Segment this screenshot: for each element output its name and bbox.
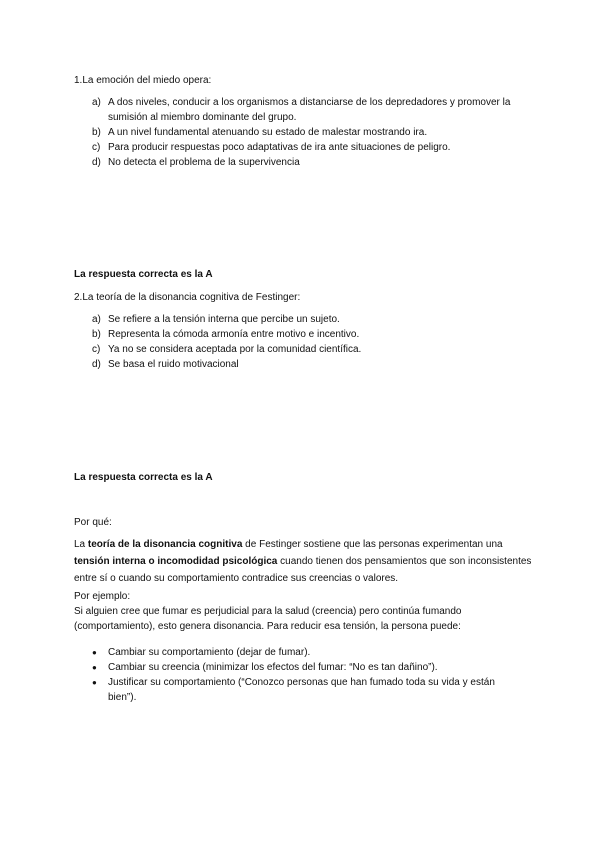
bullet-item [92,660,512,675]
q2-option-d [92,357,522,372]
option-marker: d) [92,157,101,168]
explanation-text: cuando tienen dos pensamientos que son inconsistentes entre sí o cuando su comportamiento contradice sus creencias o valores. [74,556,532,584]
example-label: Por ejemplo: [74,591,131,602]
explanation-text: de Festinger sostiene que las personas experimentan una [242,539,503,550]
question-2-title: 2.La teoría de la disonancia cognitiva de Festinger: [74,292,301,303]
explanation-term: teoría de la disonancia cognitiva [87,539,243,550]
q2-answer: La respuesta correcta es la A [74,472,213,483]
explanation-term: tensión interna o incomodidad psicológica [74,556,278,567]
q1-answer: La respuesta correcta es la A [74,269,213,280]
bullet-item [92,675,512,705]
bullet-icon: ● [92,663,97,672]
option-text: A un nivel fundamental atenuando su estado de malestar mostrando ira. [108,127,428,138]
option-text: No detecta el problema de la supervivencia [108,157,300,168]
q2-option-a [92,312,522,327]
option-marker: a) [92,97,101,108]
option-marker: d) [92,359,101,370]
q1-option-d [92,155,522,170]
bullet-icon: ● [92,648,97,657]
q2-option-b [92,327,522,342]
bullet-icon: ● [92,678,97,687]
option-text: Para producir respuestas poco adaptativas de ira ante situaciones de peligro. [108,142,451,153]
bullet-text: Cambiar su comportamiento (dejar de fumar). [108,647,311,658]
option-marker: c) [92,344,101,355]
example-text: Si alguien cree que fumar es perjudicial para la salud (creencia) pero continúa fumando (comportamiento), esto genera disonancia. Para reducir esa tensión, la persona puede: [74,606,462,632]
bullet-text: Justificar su comportamiento (“Conozco personas que han fumado toda su vida y están bien”). [108,677,495,703]
option-text: Se refiere a la tensión interna que percibe un sujeto. [108,314,340,325]
q1-option-a [92,95,522,125]
q2-option-c [92,342,522,357]
q1-option-c [92,140,522,155]
option-marker: a) [92,314,101,325]
option-marker: b) [92,127,101,138]
option-text: Ya no se considera aceptada por la comunidad científica. [108,344,362,355]
explanation-paragraph [74,536,534,587]
explanation-text: La [74,539,88,550]
why-label: Por qué: [74,517,112,528]
option-text: Se basa el ruido motivacional [108,359,239,370]
option-text: Representa la cómoda armonía entre motivo e incentivo. [108,329,360,340]
option-text: A dos niveles, conducir a los organismos a distanciarse de los depredadores y promover la sumisión al miembro dominante del grupo. [108,97,511,123]
question-1-title: 1.La emoción del miedo opera: [74,75,212,86]
bullet-text: Cambiar su creencia (minimizar los efectos del fumar: “No es tan dañino”). [108,662,438,673]
option-marker: c) [92,142,101,153]
option-marker: b) [92,329,101,340]
q1-option-b [92,125,522,140]
bullet-item [92,645,512,660]
